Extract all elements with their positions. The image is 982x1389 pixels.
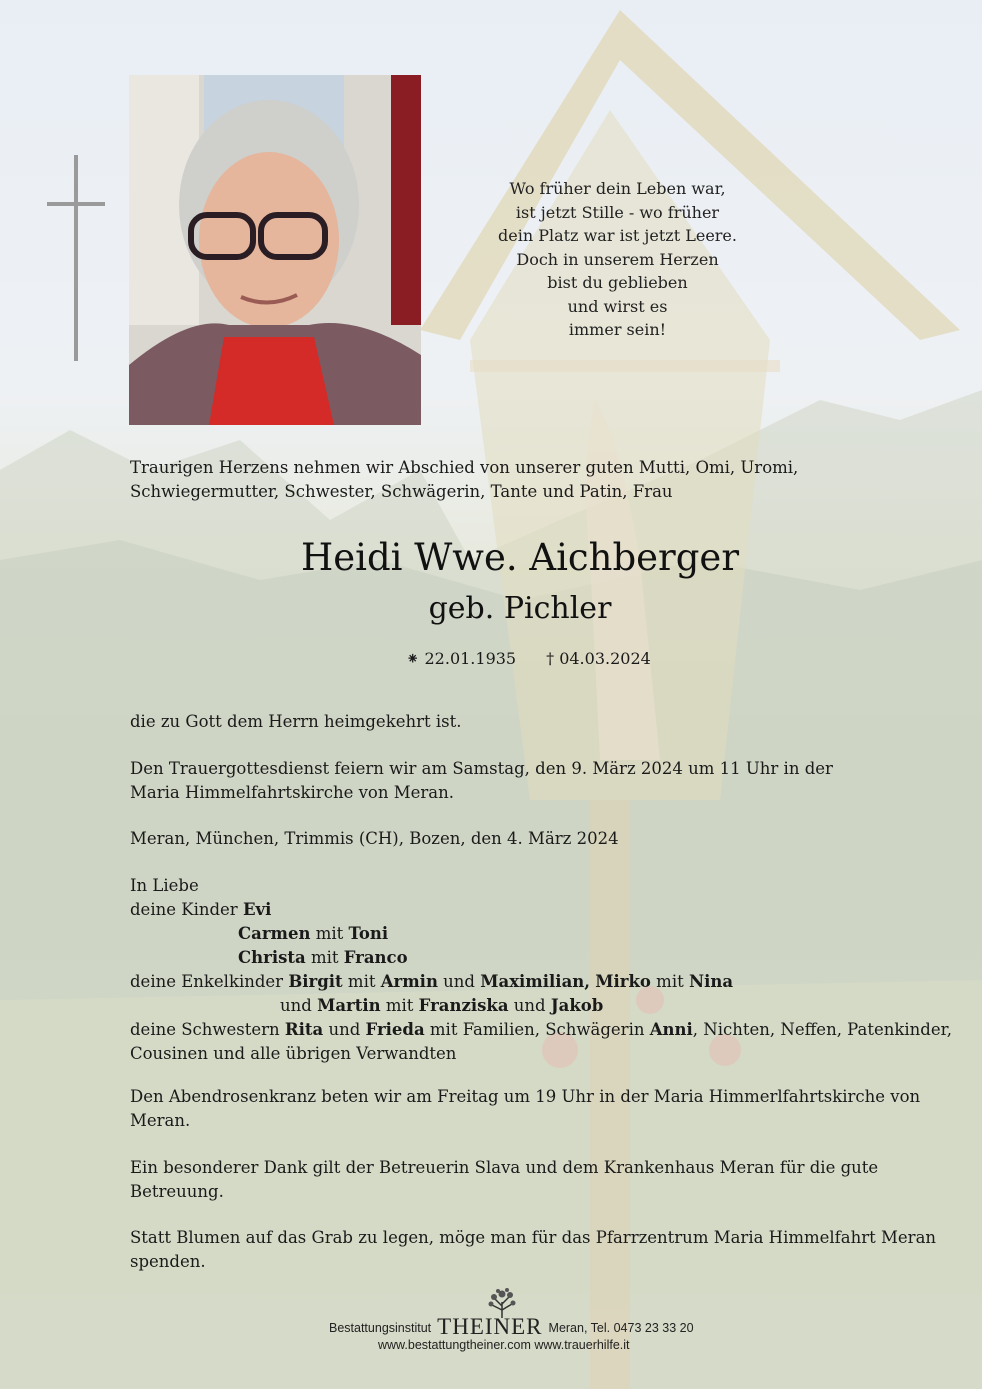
poem-line: ist jetzt Stille - wo früher — [515, 202, 720, 222]
connector: mit — [310, 924, 349, 943]
footer-left: Bestattungsinstitut — [329, 1321, 432, 1335]
service-line: Den Trauergottesdienst feiern wir am Samstag, den 9. März 2024 um 11 Uhr in der — [130, 759, 833, 778]
latin-cross-icon — [47, 155, 105, 361]
sister-name: Rita — [284, 1020, 324, 1039]
death-date: † 04.03.2024 — [546, 649, 651, 668]
grandchild-name: Martin — [317, 996, 381, 1015]
partner-name: Nina — [688, 972, 734, 991]
partner-name: Franco — [343, 948, 408, 967]
poem-line: bist du geblieben — [547, 273, 688, 292]
label: deine Enkelkinder — [130, 972, 289, 991]
connector: mit — [305, 948, 344, 967]
poem-line: und wirst es — [567, 296, 668, 316]
homecoming-line: die zu Gott dem Herrn heimgekehrt ist. — [130, 712, 462, 731]
grandchildren-line-2 — [130, 994, 920, 1018]
partner-name: Franziska — [418, 996, 509, 1015]
place-date — [130, 827, 920, 851]
sister-in-law-name: Anni — [649, 1020, 693, 1039]
children-line-3 — [130, 946, 920, 970]
family-list — [130, 874, 952, 1066]
label: deine Kinder — [130, 900, 243, 919]
relatives-line: Cousinen und alle übrigen Verwandten — [130, 1044, 457, 1063]
partner-name: Toni — [348, 924, 389, 943]
place-date-line: Meran, München, Trimmis (CH), Bozen, den 4. März 2024 — [130, 829, 619, 848]
flowers-line: Statt Blumen auf das Grab zu legen, möge man für das Pfarrzentrum Maria Himmelfahrt Meran — [130, 1228, 937, 1247]
intro-line: Schwiegermutter, Schwester, Schwägerin, Tante und Patin, Frau — [130, 482, 673, 501]
brand-name: THEINER — [437, 1314, 543, 1339]
label: mit Familien, Schwägerin — [424, 1020, 650, 1039]
life-dates — [406, 649, 681, 668]
grandchildren-line-1 — [130, 970, 920, 994]
connector: mit — [342, 972, 381, 991]
children-line-1 — [130, 898, 920, 922]
portrait-photo — [129, 75, 421, 425]
footer-phone: Meran, Tel. 0473 23 33 20 — [548, 1321, 694, 1335]
sister-name: Frieda — [365, 1020, 425, 1039]
thanks-line: Ein besonderer Dank gilt der Betreuerin Slava und dem Krankenhaus Meran für die gute — [130, 1158, 879, 1177]
label: deine Schwestern — [130, 1020, 285, 1039]
poem-line: Doch in unserem Herzen — [516, 249, 719, 269]
rosary-line: Den Abendrosenkranz beten wir am Freitag um 19 Uhr in der Maria Himmerlfahrtskirche von — [130, 1087, 921, 1106]
in-liebe: In Liebe — [130, 876, 199, 895]
intro-line: Traurigen Herzens nehmen wir Abschied von unserer guten Mutti, Omi, Uromi, — [130, 458, 799, 477]
flowers-text — [130, 1226, 937, 1274]
child-name: Christa — [238, 948, 306, 967]
child-name: Carmen — [238, 924, 311, 943]
connector: mit — [650, 972, 689, 991]
grandchild-name: Birgit — [288, 972, 343, 991]
homecoming-text — [130, 710, 920, 734]
grandchild-name: Jakob — [550, 996, 604, 1015]
child-name: Evi — [242, 900, 272, 919]
connector: und — [437, 972, 481, 991]
grandchild-name: Maximilian, — [480, 972, 591, 991]
connector: mit — [380, 996, 419, 1015]
rosary-line: Meran. — [130, 1111, 191, 1130]
label: , Nichten, Neffen, Patenkinder, — [692, 1020, 952, 1039]
service-text — [130, 757, 920, 805]
partner-name: Armin — [380, 972, 438, 991]
thanks-line: Betreuung. — [130, 1182, 224, 1201]
footer-websites[interactable]: www.bestattungtheiner.com www.trauerhilfe.it — [378, 1338, 630, 1352]
poem-line: dein Platz war ist jetzt Leere. — [498, 226, 737, 245]
poem-line: immer sein! — [568, 320, 667, 339]
maiden-name: geb. Pichler — [428, 591, 612, 626]
grandchild-name: Mirko — [595, 972, 651, 991]
service-line: Maria Himmelfahrtskirche von Meran. — [130, 783, 454, 802]
flowers-line: spenden. — [130, 1252, 206, 1271]
thanks-text — [130, 1156, 920, 1204]
birth-date: ⁕ 22.01.1935 — [406, 649, 517, 668]
connector: und — [280, 996, 318, 1015]
connector: und — [323, 1020, 366, 1039]
children-line-2 — [130, 922, 920, 946]
footer-company-line — [329, 1312, 729, 1338]
poem-line: Wo früher dein Leben war, — [509, 179, 726, 198]
deceased-name: Heidi Wwe. Aichberger — [300, 536, 740, 579]
siblings-line — [130, 1018, 952, 1042]
rosary-text — [130, 1085, 920, 1133]
connector: und — [508, 996, 551, 1015]
memorial-poem — [470, 177, 765, 342]
intro-text — [130, 456, 920, 504]
